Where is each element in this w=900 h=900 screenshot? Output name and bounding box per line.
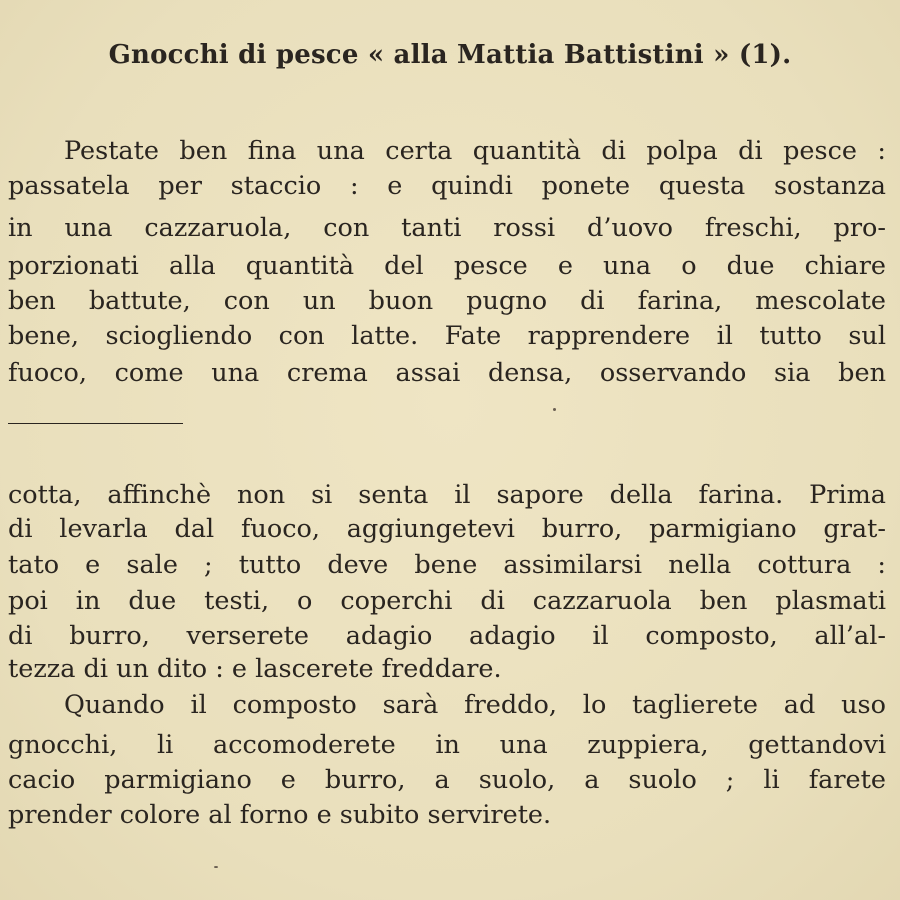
text-line: in una cazzaruola, con tanti rossi d’uovo freschi, pro- xyxy=(8,213,886,243)
text-line: bene, sciogliendo con latte. Fate rapprendere il tutto sul xyxy=(8,321,886,351)
text-line: Pestate ben fina una certa quantità di polpa di pesce : xyxy=(64,136,886,166)
text-line: tato e sale ; tutto deve bene assimilarsi nella cottura : xyxy=(8,550,886,580)
text-line: porzionati alla quantità del pesce e una o due chiare xyxy=(8,251,886,281)
text-line: Quando il composto sarà freddo, lo taglierete ad uso xyxy=(64,690,886,720)
footnote-separator xyxy=(8,423,183,424)
paper-speck xyxy=(553,408,556,411)
recipe-title: Gnocchi di pesce « alla Mattia Battistini » (1). xyxy=(108,40,792,70)
text-line: poi in due testi, o coperchi di cazzaruola ben plasmati xyxy=(8,586,886,616)
text-line: prender colore al forno e subito servirete. xyxy=(8,800,552,830)
text-line: gnocchi, li accomoderete in una zuppiera, gettandovi xyxy=(8,730,886,760)
text-line: passatela per staccio : e quindi ponete questa sostanza xyxy=(8,171,886,201)
paper-speck xyxy=(214,866,218,868)
text-line: tezza di un dito : e lascerete freddare. xyxy=(8,654,502,684)
text-line: ben battute, con un buon pugno di farina, mescolate xyxy=(8,286,886,316)
text-line: di levarla dal fuoco, aggiungetevi burro, parmigiano grat- xyxy=(8,514,886,544)
text-line: di burro, verserete adagio adagio il composto, all’al- xyxy=(8,621,886,651)
text-line: cacio parmigiano e burro, a suolo, a suolo ; li farete xyxy=(8,765,886,795)
text-line: fuoco, come una crema assai densa, osservando sia ben xyxy=(8,358,886,388)
text-line: cotta, affinchè non si senta il sapore della farina. Prima xyxy=(8,480,886,510)
